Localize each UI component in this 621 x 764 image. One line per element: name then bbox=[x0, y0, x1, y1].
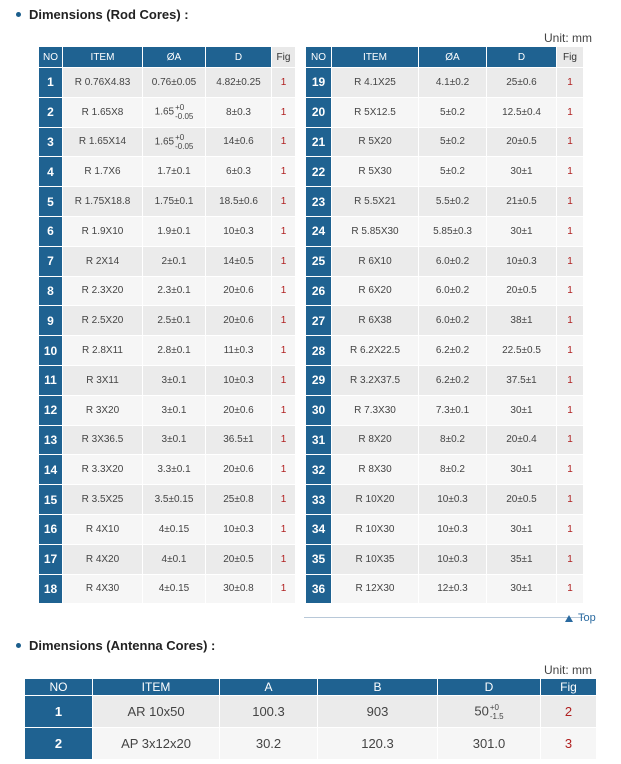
fig-cell: 1 bbox=[557, 98, 584, 128]
fig-cell: 1 bbox=[272, 545, 296, 575]
item-cell: R 10X30 bbox=[332, 515, 419, 545]
section-divider bbox=[304, 617, 584, 618]
fig-cell: 1 bbox=[557, 247, 584, 277]
tolerance bbox=[175, 133, 193, 151]
fig-cell: 1 bbox=[272, 187, 296, 217]
tolerance-lower: -0.05 bbox=[175, 112, 194, 122]
d-cell: 20±0.5 bbox=[206, 545, 272, 575]
bullet-icon bbox=[16, 643, 21, 648]
item-cell: R 12X30 bbox=[332, 575, 419, 605]
table-row bbox=[306, 396, 584, 426]
table-row bbox=[25, 696, 597, 728]
row-number: 26 bbox=[306, 277, 332, 307]
table-row bbox=[306, 277, 584, 307]
header-fig: Fig bbox=[557, 47, 584, 68]
row-number: 20 bbox=[306, 98, 332, 128]
table-row bbox=[306, 545, 584, 575]
fig-cell: 1 bbox=[272, 336, 296, 366]
d-cell-value: 50 bbox=[474, 702, 489, 718]
table-row bbox=[25, 728, 597, 760]
table-row bbox=[306, 426, 584, 456]
row-number: 18 bbox=[39, 575, 63, 605]
fig-cell: 1 bbox=[557, 455, 584, 485]
fig-cell: 1 bbox=[272, 247, 296, 277]
row-number: 19 bbox=[306, 68, 332, 98]
row-number: 31 bbox=[306, 426, 332, 456]
fig-cell: 1 bbox=[272, 455, 296, 485]
row-number: 22 bbox=[306, 157, 332, 187]
table-row bbox=[39, 515, 296, 545]
fig-cell: 1 bbox=[557, 217, 584, 247]
d-cell: 18.5±0.6 bbox=[206, 187, 272, 217]
tolerance bbox=[175, 103, 193, 121]
d-cell bbox=[438, 696, 541, 728]
d-cell: 4.82±0.25 bbox=[206, 68, 272, 98]
row-number: 7 bbox=[39, 247, 63, 277]
antenna-cores-title-text: Dimensions (Antenna Cores) : bbox=[29, 638, 216, 653]
diameter-a-cell: 6.2±0.2 bbox=[419, 366, 487, 396]
row-number: 6 bbox=[39, 217, 63, 247]
row-number: 13 bbox=[39, 426, 63, 456]
item-cell: R 2.8X11 bbox=[63, 336, 143, 366]
antenna-unit-label: Unit: mm bbox=[544, 663, 592, 677]
item-cell: R 2X14 bbox=[63, 247, 143, 277]
item-cell: R 10X20 bbox=[332, 485, 419, 515]
d-cell: 14±0.5 bbox=[206, 247, 272, 277]
table-row bbox=[39, 128, 296, 158]
fig-cell: 1 bbox=[272, 575, 296, 605]
header-item: ITEM bbox=[93, 679, 220, 696]
header-fig: Fig bbox=[272, 47, 296, 68]
diameter-a-cell: 5±0.2 bbox=[419, 98, 487, 128]
tolerance bbox=[490, 703, 504, 721]
diameter-a-cell: 8±0.2 bbox=[419, 426, 487, 456]
d-cell: 10±0.3 bbox=[206, 515, 272, 545]
item-cell: R 4X30 bbox=[63, 575, 143, 605]
diameter-a-cell: 12±0.3 bbox=[419, 575, 487, 605]
diameter-a-cell: 3±0.1 bbox=[143, 366, 206, 396]
fig-cell: 1 bbox=[272, 485, 296, 515]
diameter-a-cell: 2.8±0.1 bbox=[143, 336, 206, 366]
item-cell: R 3.3X20 bbox=[63, 455, 143, 485]
diameter-a-cell: 4±0.1 bbox=[143, 545, 206, 575]
a-cell: 100.3 bbox=[220, 696, 318, 728]
header-item: ITEM bbox=[332, 47, 419, 68]
table-row bbox=[39, 277, 296, 307]
rod-unit-label: Unit: mm bbox=[544, 31, 592, 45]
diameter-a-cell: 2±0.1 bbox=[143, 247, 206, 277]
d-cell: 25±0.6 bbox=[487, 68, 557, 98]
table-row bbox=[306, 336, 584, 366]
d-cell: 20±0.6 bbox=[206, 306, 272, 336]
header-d: D bbox=[206, 47, 272, 68]
table-row bbox=[306, 128, 584, 158]
bullet-icon bbox=[16, 12, 21, 17]
fig-cell: 1 bbox=[557, 426, 584, 456]
item-cell: R 4.1X25 bbox=[332, 68, 419, 98]
table-row bbox=[39, 336, 296, 366]
diameter-a-cell: 4±0.15 bbox=[143, 515, 206, 545]
item-cell: R 5.85X30 bbox=[332, 217, 419, 247]
table-row bbox=[306, 98, 584, 128]
diameter-a-cell: 3±0.1 bbox=[143, 426, 206, 456]
table-row bbox=[39, 217, 296, 247]
rod-cores-title bbox=[16, 7, 189, 22]
item-cell: R 6.2X22.5 bbox=[332, 336, 419, 366]
fig-cell: 1 bbox=[272, 128, 296, 158]
diameter-a-cell: 0.76±0.05 bbox=[143, 68, 206, 98]
fig-cell: 2 bbox=[541, 696, 597, 728]
row-number: 24 bbox=[306, 217, 332, 247]
header-diameter-a: ØA bbox=[419, 47, 487, 68]
item-cell: R 5X12.5 bbox=[332, 98, 419, 128]
fig-cell: 1 bbox=[557, 515, 584, 545]
diameter-a-cell: 2.3±0.1 bbox=[143, 277, 206, 307]
d-cell: 30±0.8 bbox=[206, 575, 272, 605]
table-row bbox=[39, 98, 296, 128]
fig-cell: 1 bbox=[557, 396, 584, 426]
d-cell: 8±0.3 bbox=[206, 98, 272, 128]
fig-cell: 1 bbox=[557, 545, 584, 575]
tolerance-upper: +0 bbox=[175, 103, 185, 113]
item-cell: R 7.3X30 bbox=[332, 396, 419, 426]
d-cell: 20±0.4 bbox=[487, 426, 557, 456]
item-cell: R 5X20 bbox=[332, 128, 419, 158]
fig-cell: 1 bbox=[557, 366, 584, 396]
diameter-a-cell: 5.85±0.3 bbox=[419, 217, 487, 247]
diameter-a-cell: 3.3±0.1 bbox=[143, 455, 206, 485]
row-number: 28 bbox=[306, 336, 332, 366]
table-row bbox=[39, 485, 296, 515]
table-row bbox=[306, 247, 584, 277]
d-cell: 20±0.5 bbox=[487, 128, 557, 158]
table-row bbox=[39, 187, 296, 217]
diameter-a-cell: 10±0.3 bbox=[419, 515, 487, 545]
fig-cell: 3 bbox=[541, 728, 597, 760]
a-cell: 30.2 bbox=[220, 728, 318, 760]
diameter-a-cell: 10±0.3 bbox=[419, 545, 487, 575]
table-row bbox=[39, 247, 296, 277]
fig-cell: 1 bbox=[557, 68, 584, 98]
fig-cell: 1 bbox=[557, 336, 584, 366]
fig-cell: 1 bbox=[557, 187, 584, 217]
diameter-a-cell: 5±0.2 bbox=[419, 128, 487, 158]
d-cell: 10±0.3 bbox=[487, 247, 557, 277]
fig-cell: 1 bbox=[557, 277, 584, 307]
item-cell: R 3X11 bbox=[63, 366, 143, 396]
diameter-a-cell: 3±0.1 bbox=[143, 396, 206, 426]
header-item: ITEM bbox=[63, 47, 143, 68]
row-number: 32 bbox=[306, 455, 332, 485]
fig-cell: 1 bbox=[272, 306, 296, 336]
item-cell: R 4X20 bbox=[63, 545, 143, 575]
d-cell: 6±0.3 bbox=[206, 157, 272, 187]
row-number: 23 bbox=[306, 187, 332, 217]
table-row bbox=[39, 426, 296, 456]
tolerance-upper: +0 bbox=[489, 702, 499, 712]
item-cell: AR 10x50 bbox=[93, 696, 220, 728]
row-number: 11 bbox=[39, 366, 63, 396]
rod-cores-table-right bbox=[306, 47, 584, 604]
diameter-a-cell: 6.0±0.2 bbox=[419, 247, 487, 277]
d-cell: 30±1 bbox=[487, 575, 557, 605]
item-cell: R 4X10 bbox=[63, 515, 143, 545]
row-number: 2 bbox=[39, 98, 63, 128]
fig-cell: 1 bbox=[272, 426, 296, 456]
d-cell: 12.5±0.4 bbox=[487, 98, 557, 128]
item-cell: AP 3x12x20 bbox=[93, 728, 220, 760]
row-number: 30 bbox=[306, 396, 332, 426]
item-cell: R 1.65X14 bbox=[63, 128, 143, 158]
d-cell: 30±1 bbox=[487, 157, 557, 187]
fig-cell: 1 bbox=[272, 277, 296, 307]
d-cell: 301.0 bbox=[438, 728, 541, 760]
fig-cell: 1 bbox=[272, 98, 296, 128]
fig-cell: 1 bbox=[272, 157, 296, 187]
row-number: 1 bbox=[25, 696, 93, 728]
row-number: 21 bbox=[306, 128, 332, 158]
table-row bbox=[306, 68, 584, 98]
d-cell: 20±0.6 bbox=[206, 455, 272, 485]
header-no: NO bbox=[25, 679, 93, 696]
fig-cell: 1 bbox=[272, 217, 296, 247]
table-row bbox=[39, 575, 296, 605]
item-cell: R 6X38 bbox=[332, 306, 419, 336]
item-cell: R 3.5X25 bbox=[63, 485, 143, 515]
diameter-a-cell: 6.2±0.2 bbox=[419, 336, 487, 366]
row-number: 36 bbox=[306, 575, 332, 605]
header-no: NO bbox=[306, 47, 332, 68]
fig-cell: 1 bbox=[557, 306, 584, 336]
item-cell: R 6X20 bbox=[332, 277, 419, 307]
fig-cell: 1 bbox=[272, 515, 296, 545]
d-cell: 37.5±1 bbox=[487, 366, 557, 396]
fig-cell: 1 bbox=[557, 128, 584, 158]
row-number: 14 bbox=[39, 455, 63, 485]
antenna-cores-table bbox=[25, 679, 597, 760]
d-cell: 35±1 bbox=[487, 545, 557, 575]
d-cell: 38±1 bbox=[487, 306, 557, 336]
rod-cores-title-text: Dimensions (Rod Cores) : bbox=[29, 7, 189, 22]
row-number: 4 bbox=[39, 157, 63, 187]
diameter-a-cell: 1.7±0.1 bbox=[143, 157, 206, 187]
diameter-a-cell: 3.5±0.15 bbox=[143, 485, 206, 515]
fig-cell: 1 bbox=[557, 157, 584, 187]
antenna-cores-title bbox=[16, 638, 215, 653]
d-cell: 25±0.8 bbox=[206, 485, 272, 515]
top-link-label: Top bbox=[578, 612, 596, 624]
table-row bbox=[306, 455, 584, 485]
diameter-a-cell-value: 1.65 bbox=[154, 106, 175, 118]
table-row bbox=[39, 306, 296, 336]
d-cell: 10±0.3 bbox=[206, 217, 272, 247]
header-a: A bbox=[220, 679, 318, 696]
d-cell: 20±0.5 bbox=[487, 277, 557, 307]
triangle-up-icon bbox=[565, 615, 573, 622]
diameter-a-cell bbox=[143, 128, 206, 158]
item-cell: R 0.76X4.83 bbox=[63, 68, 143, 98]
item-cell: R 10X35 bbox=[332, 545, 419, 575]
row-number: 1 bbox=[39, 68, 63, 98]
d-cell: 30±1 bbox=[487, 515, 557, 545]
row-number: 35 bbox=[306, 545, 332, 575]
d-cell: 20±0.5 bbox=[487, 485, 557, 515]
row-number: 27 bbox=[306, 306, 332, 336]
fig-cell: 1 bbox=[272, 366, 296, 396]
diameter-a-cell: 2.5±0.1 bbox=[143, 306, 206, 336]
tolerance-lower: -0.05 bbox=[175, 141, 194, 151]
table-row bbox=[306, 187, 584, 217]
row-number: 16 bbox=[39, 515, 63, 545]
diameter-a-cell: 1.9±0.1 bbox=[143, 217, 206, 247]
table-row bbox=[39, 455, 296, 485]
d-cell: 30±1 bbox=[487, 217, 557, 247]
rod-cores-table-left bbox=[39, 47, 296, 604]
item-cell: R 3.2X37.5 bbox=[332, 366, 419, 396]
table-row bbox=[39, 366, 296, 396]
table-row bbox=[39, 157, 296, 187]
diameter-a-cell: 5±0.2 bbox=[419, 157, 487, 187]
row-number: 15 bbox=[39, 485, 63, 515]
header-fig: Fig bbox=[541, 679, 597, 696]
row-number: 25 bbox=[306, 247, 332, 277]
diameter-a-cell: 6.0±0.2 bbox=[419, 277, 487, 307]
header-d: D bbox=[438, 679, 541, 696]
item-cell: R 1.9X10 bbox=[63, 217, 143, 247]
diameter-a-cell: 7.3±0.1 bbox=[419, 396, 487, 426]
d-cell: 30±1 bbox=[487, 455, 557, 485]
diameter-a-cell bbox=[143, 98, 206, 128]
row-number: 10 bbox=[39, 336, 63, 366]
diameter-a-cell: 5.5±0.2 bbox=[419, 187, 487, 217]
item-cell: R 2.3X20 bbox=[63, 277, 143, 307]
diameter-a-cell: 6.0±0.2 bbox=[419, 306, 487, 336]
tolerance-upper: +0 bbox=[175, 132, 185, 142]
d-cell: 36.5±1 bbox=[206, 426, 272, 456]
row-number: 5 bbox=[39, 187, 63, 217]
row-number: 33 bbox=[306, 485, 332, 515]
header-diameter-a: ØA bbox=[143, 47, 206, 68]
table-row bbox=[306, 485, 584, 515]
header-b: B bbox=[318, 679, 438, 696]
row-number: 2 bbox=[25, 728, 93, 760]
item-cell: R 3X36.5 bbox=[63, 426, 143, 456]
diameter-a-cell-value: 1.65 bbox=[154, 136, 175, 148]
table-row bbox=[39, 396, 296, 426]
b-cell: 120.3 bbox=[318, 728, 438, 760]
item-cell: R 5.5X21 bbox=[332, 187, 419, 217]
table-row bbox=[306, 157, 584, 187]
fig-cell: 1 bbox=[272, 68, 296, 98]
diameter-a-cell: 1.75±0.1 bbox=[143, 187, 206, 217]
item-cell: R 5X30 bbox=[332, 157, 419, 187]
item-cell: R 1.65X8 bbox=[63, 98, 143, 128]
fig-cell: 1 bbox=[557, 575, 584, 605]
row-number: 9 bbox=[39, 306, 63, 336]
item-cell: R 1.75X18.8 bbox=[63, 187, 143, 217]
table-row bbox=[306, 217, 584, 247]
row-number: 12 bbox=[39, 396, 63, 426]
row-number: 3 bbox=[39, 128, 63, 158]
table-row bbox=[306, 306, 584, 336]
d-cell: 14±0.6 bbox=[206, 128, 272, 158]
item-cell: R 8X30 bbox=[332, 455, 419, 485]
table-row bbox=[306, 366, 584, 396]
row-number: 8 bbox=[39, 277, 63, 307]
tolerance-lower: -1.5 bbox=[489, 711, 504, 721]
d-cell: 20±0.6 bbox=[206, 396, 272, 426]
item-cell: R 1.7X6 bbox=[63, 157, 143, 187]
header-d: D bbox=[487, 47, 557, 68]
item-cell: R 8X20 bbox=[332, 426, 419, 456]
diameter-a-cell: 8±0.2 bbox=[419, 455, 487, 485]
d-cell: 21±0.5 bbox=[487, 187, 557, 217]
d-cell: 11±0.3 bbox=[206, 336, 272, 366]
table-row bbox=[39, 545, 296, 575]
row-number: 29 bbox=[306, 366, 332, 396]
row-number: 34 bbox=[306, 515, 332, 545]
diameter-a-cell: 4.1±0.2 bbox=[419, 68, 487, 98]
diameter-a-cell: 4±0.15 bbox=[143, 575, 206, 605]
item-cell: R 2.5X20 bbox=[63, 306, 143, 336]
fig-cell: 1 bbox=[557, 485, 584, 515]
d-cell: 10±0.3 bbox=[206, 366, 272, 396]
fig-cell: 1 bbox=[272, 396, 296, 426]
item-cell: R 3X20 bbox=[63, 396, 143, 426]
d-cell: 22.5±0.5 bbox=[487, 336, 557, 366]
table-row bbox=[306, 575, 584, 605]
item-cell: R 6X10 bbox=[332, 247, 419, 277]
header-no: NO bbox=[39, 47, 63, 68]
table-row bbox=[306, 515, 584, 545]
top-link[interactable] bbox=[565, 612, 596, 624]
table-row bbox=[39, 68, 296, 98]
diameter-a-cell: 10±0.3 bbox=[419, 485, 487, 515]
b-cell: 903 bbox=[318, 696, 438, 728]
row-number: 17 bbox=[39, 545, 63, 575]
d-cell: 30±1 bbox=[487, 396, 557, 426]
d-cell: 20±0.6 bbox=[206, 277, 272, 307]
